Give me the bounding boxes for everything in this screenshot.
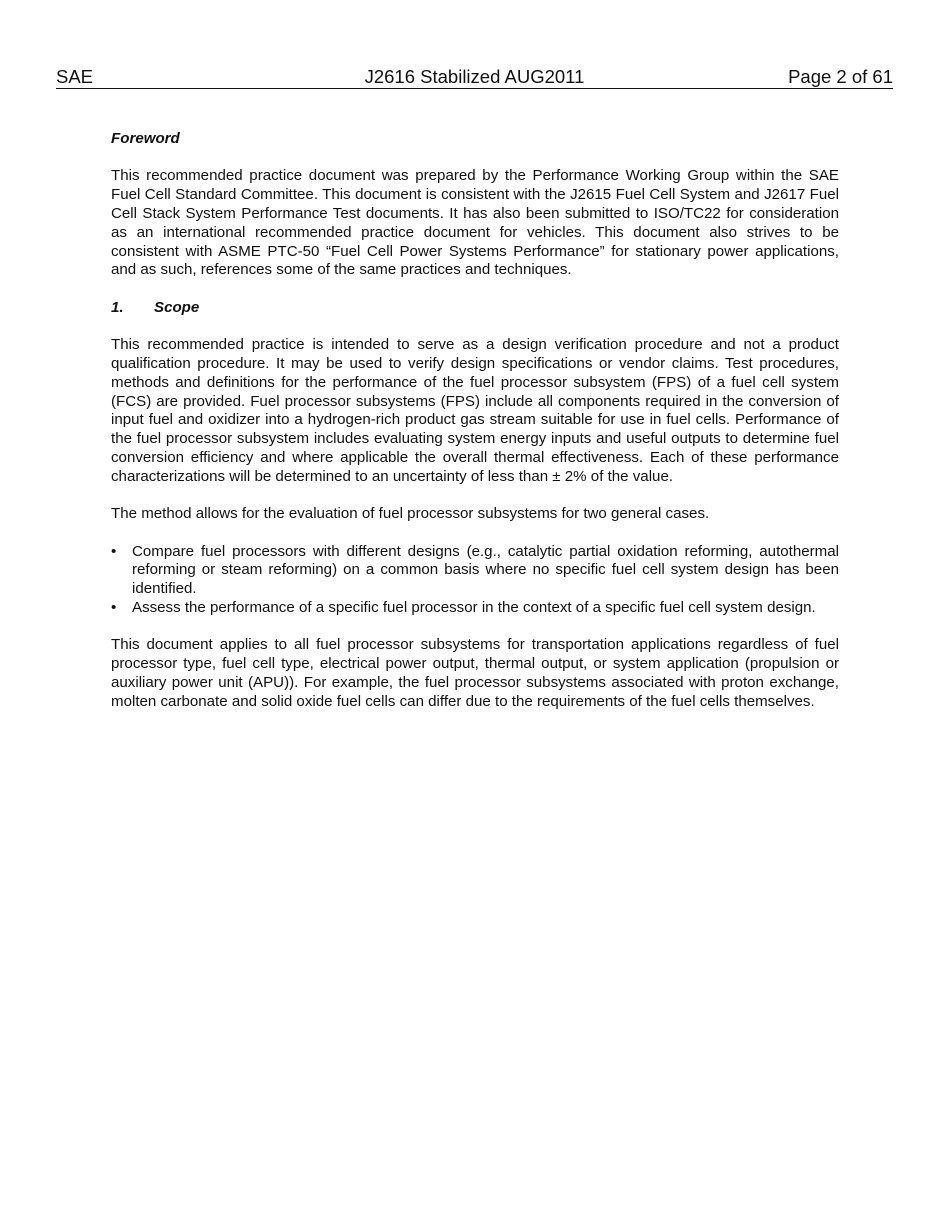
list-item-text: Assess the performance of a specific fuel processor in the context of a specific fuel cell system design. [132, 598, 816, 616]
bullet-icon: • [111, 542, 117, 560]
scope-section-number: 1. [111, 298, 124, 316]
scope-bullet-list [111, 543, 839, 618]
document-body [111, 130, 839, 730]
header-org: SAE [56, 66, 94, 87]
list-item [111, 599, 839, 618]
header-document-id: J2616 Stabilized AUG2011 [364, 66, 585, 87]
list-item [111, 543, 839, 599]
page-header [56, 66, 893, 89]
header-page-number: Page 2 of 61 [788, 66, 893, 87]
list-item-text: Compare fuel processors with different designs (e.g., catalytic partial oxidation reforming, autothermal reforming or steam reforming) on a common basis where no specific fuel cell system design has been identified. [132, 542, 839, 598]
foreword-paragraph: This recommended practice document was prepared by the Performance Working Group within the SAE Fuel Cell Standard Committee. This document is consistent with the J2615 Fuel Cell System and J2617 Fuel Cell Stack System Performance Test documents. It has also been submitted to ISO/TC22 for consideration as an international recommended practice document for vehicles. This document also strives to be consistent with ASME PTC-50 “Fuel Cell Power Systems Performance” for stationary power applications, and as such, references some of the same practices and techniques. [111, 167, 839, 279]
scope-paragraph-3: This document applies to all fuel processor subsystems for transportation applications regardless of fuel processor type, fuel cell type, electrical power output, thermal output, or system application (propulsion or auxiliary power unit (APU)). For example, the fuel processor subsystems associated with proton exchange, molten carbonate and solid oxide fuel cells can differ due to the requirements of the fuel cells themselves. [111, 636, 839, 710]
scope-heading [111, 299, 839, 318]
scope-section-title: Scope [154, 298, 200, 316]
scope-paragraph-2: The method allows for the evaluation of fuel processor subsystems for two general cases. [111, 505, 710, 523]
foreword-heading: Foreword [111, 130, 180, 147]
scope-paragraph-1: This recommended practice is intended to serve as a design verification procedure and not a product qualification procedure. It may be used to verify design specifications or vendor claims. Test procedures, methods and definitions for the performance of the fuel processor subsystem (FPS) of a fuel cell system (FCS) are provided. Fuel processor subsystems (FPS) include all components required in the conversion of input fuel and oxidizer into a hydrogen-rich product gas stream suitable for use in fuel cells. Performance of the fuel processor subsystem includes evaluating system energy inputs and useful outputs to determine fuel conversion efficiency and where applicable the overall thermal effectiveness. Each of these performance characterizations will be determined to an uncertainty of less than ± 2% of the value. [111, 336, 839, 485]
bullet-icon: • [111, 598, 117, 616]
